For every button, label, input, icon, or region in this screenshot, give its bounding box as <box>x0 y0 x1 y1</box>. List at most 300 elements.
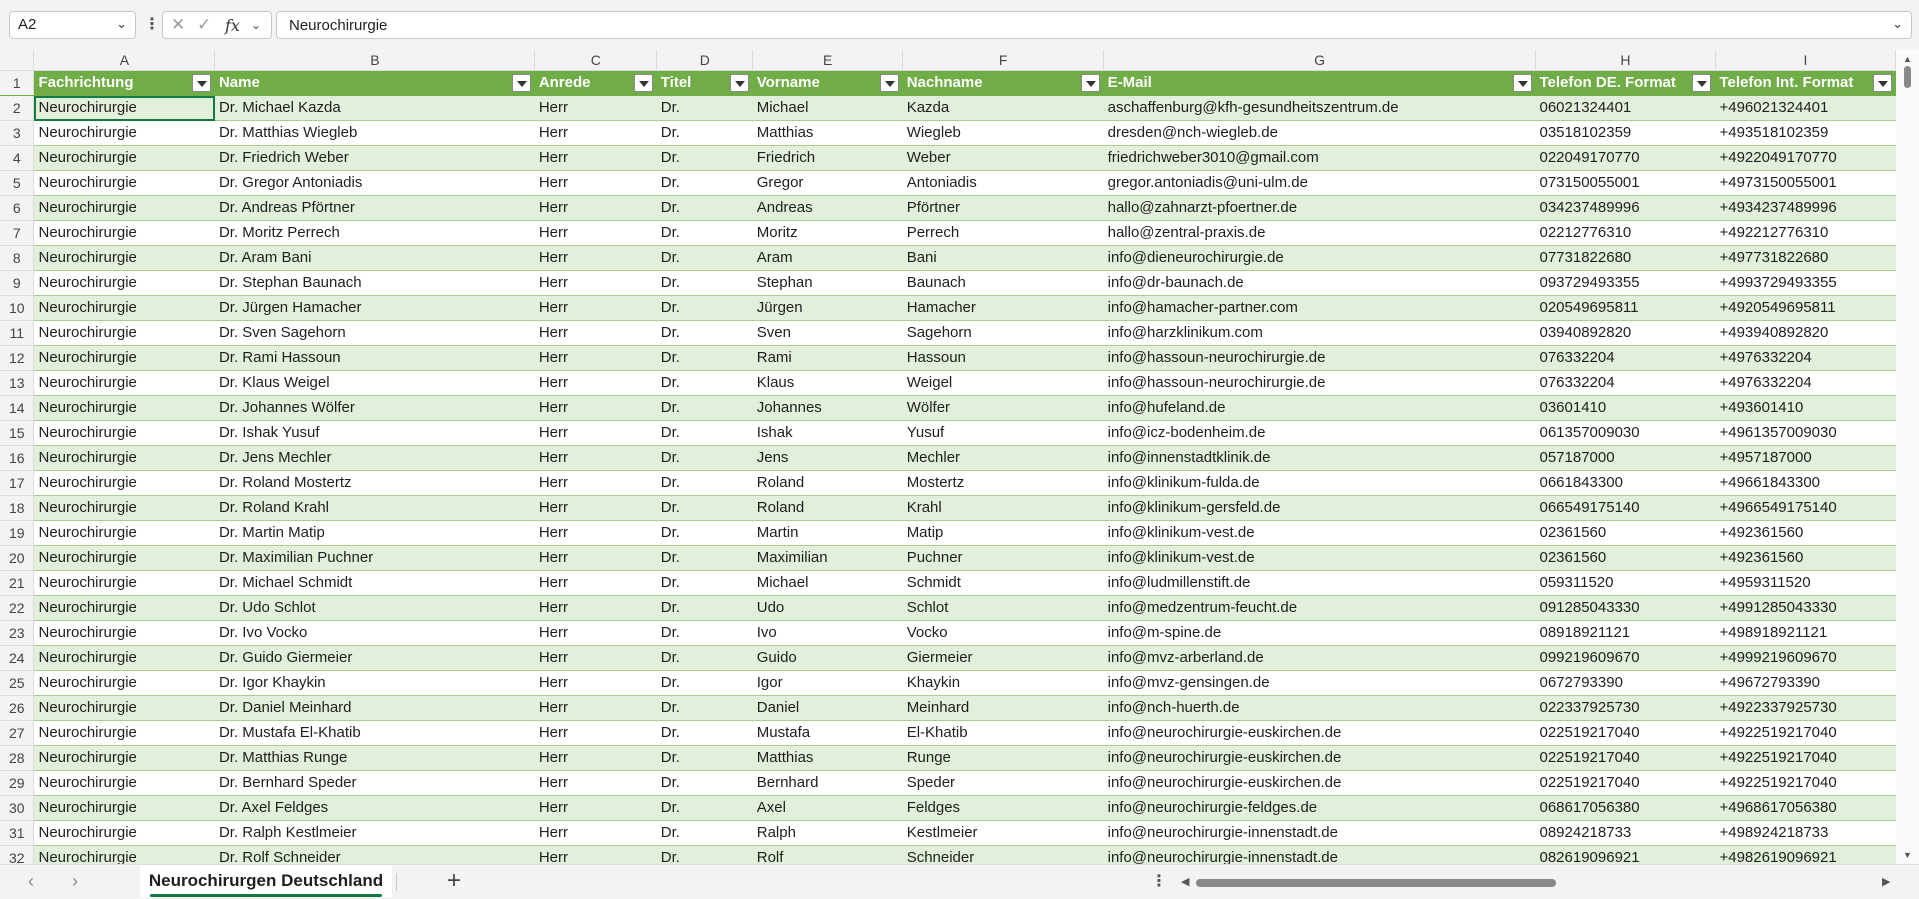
header-cell[interactable] <box>1104 71 1536 96</box>
table-cell[interactable]: Neurochirurgie <box>34 421 215 446</box>
row-number[interactable]: 6 <box>0 196 34 221</box>
table-cell[interactable]: info@hamacher-partner.com <box>1104 296 1536 321</box>
table-cell[interactable]: +4934237489996 <box>1715 196 1895 221</box>
table-cell[interactable]: Guido <box>753 646 903 671</box>
prev-sheet-icon[interactable]: ‹ <box>28 871 34 891</box>
table-cell[interactable]: info@klinikum-vest.de <box>1104 521 1536 546</box>
row-number[interactable]: 7 <box>0 221 34 246</box>
table-cell[interactable]: Dr. Moritz Perrech <box>215 221 535 246</box>
table-cell[interactable]: Dr. <box>657 171 753 196</box>
table-cell[interactable]: Dr. <box>657 346 753 371</box>
table-cell[interactable]: Dr. Mustafa El-Khatib <box>215 721 535 746</box>
table-cell[interactable]: Dr. Johannes Wölfer <box>215 396 535 421</box>
table-cell[interactable]: Dr. Sven Sagehorn <box>215 321 535 346</box>
table-cell[interactable]: info@ludmillenstift.de <box>1104 571 1536 596</box>
row-number[interactable]: 5 <box>0 171 34 196</box>
table-cell[interactable]: Herr <box>535 271 657 296</box>
table-cell[interactable]: Dr. <box>657 221 753 246</box>
table-cell[interactable]: Dr. <box>657 371 753 396</box>
table-cell[interactable]: Herr <box>535 371 657 396</box>
table-cell[interactable]: Neurochirurgie <box>34 346 215 371</box>
table-cell[interactable]: Neurochirurgie <box>34 721 215 746</box>
table-cell[interactable]: Schlot <box>903 596 1104 621</box>
table-cell[interactable]: Pförtner <box>903 196 1104 221</box>
table-cell[interactable]: 099219609670 <box>1536 646 1716 671</box>
table-cell[interactable]: 0661843300 <box>1536 471 1716 496</box>
table-cell[interactable]: Herr <box>535 646 657 671</box>
table-cell[interactable]: Dr. Stephan Baunach <box>215 271 535 296</box>
table-cell[interactable]: Neurochirurgie <box>34 621 215 646</box>
table-cell[interactable]: info@innenstadtklinik.de <box>1104 446 1536 471</box>
table-cell[interactable]: Dr. <box>657 421 753 446</box>
table-cell[interactable]: Dr. Martin Matip <box>215 521 535 546</box>
table-cell[interactable]: 06021324401 <box>1536 96 1716 121</box>
table-cell[interactable]: info@dieneurochirurgie.de <box>1104 246 1536 271</box>
table-cell[interactable]: Neurochirurgie <box>34 321 215 346</box>
table-cell[interactable]: Weber <box>903 146 1104 171</box>
scroll-down-icon[interactable]: ▼ <box>1903 850 1912 860</box>
table-cell[interactable]: Perrech <box>903 221 1104 246</box>
table-cell[interactable]: Puchner <box>903 546 1104 571</box>
vertical-scroll-thumb[interactable] <box>1904 66 1911 88</box>
table-cell[interactable]: Neurochirurgie <box>34 521 215 546</box>
column-header[interactable]: G <box>1104 50 1536 71</box>
table-cell[interactable]: Herr <box>535 396 657 421</box>
table-cell[interactable]: Neurochirurgie <box>34 671 215 696</box>
header-cell[interactable] <box>34 71 215 96</box>
table-cell[interactable]: +4993729493355 <box>1715 271 1895 296</box>
table-cell[interactable]: +4922049170770 <box>1715 146 1895 171</box>
add-sheet-icon[interactable]: + <box>447 867 462 894</box>
table-cell[interactable]: info@neurochirurgie-feldges.de <box>1104 796 1536 821</box>
table-cell[interactable]: Vocko <box>903 621 1104 646</box>
table-cell[interactable]: Stephan <box>753 271 903 296</box>
row-number[interactable]: 18 <box>0 496 34 521</box>
table-cell[interactable]: +4976332204 <box>1715 346 1895 371</box>
table-cell[interactable]: Neurochirurgie <box>34 471 215 496</box>
table-cell[interactable]: aschaffenburg@kfh-gesundheitszentrum.de <box>1104 96 1536 121</box>
table-cell[interactable]: +4922519217040 <box>1715 771 1895 796</box>
table-cell[interactable]: Neurochirurgie <box>34 771 215 796</box>
header-cell[interactable] <box>657 71 753 96</box>
table-cell[interactable]: Matthias <box>753 746 903 771</box>
column-header[interactable]: C <box>535 50 657 71</box>
table-cell[interactable]: Dr. <box>657 796 753 821</box>
filter-dropdown-icon[interactable] <box>1081 74 1100 92</box>
table-cell[interactable]: +4968617056380 <box>1715 796 1895 821</box>
table-cell[interactable]: Weigel <box>903 371 1104 396</box>
column-header[interactable]: D <box>657 50 753 71</box>
table-cell[interactable]: Dr. Axel Feldges <box>215 796 535 821</box>
table-cell[interactable]: Dr. Ivo Vocko <box>215 621 535 646</box>
table-cell[interactable]: +4973150055001 <box>1715 171 1895 196</box>
table-cell[interactable]: Ralph <box>753 821 903 846</box>
row-number[interactable]: 30 <box>0 796 34 821</box>
table-cell[interactable]: Dr. Udo Schlot <box>215 596 535 621</box>
table-cell[interactable]: 02212776310 <box>1536 221 1716 246</box>
select-all-corner[interactable] <box>0 50 34 71</box>
table-cell[interactable]: 022519217040 <box>1536 771 1716 796</box>
table-cell[interactable]: +4922337925730 <box>1715 696 1895 721</box>
header-cell[interactable] <box>753 71 903 96</box>
table-cell[interactable]: Neurochirurgie <box>34 846 215 865</box>
more-options-icon[interactable]: ⋮ <box>1151 873 1167 890</box>
row-number[interactable]: 11 <box>0 321 34 346</box>
row-number[interactable]: 23 <box>0 621 34 646</box>
table-cell[interactable]: Roland <box>753 471 903 496</box>
table-cell[interactable]: Herr <box>535 296 657 321</box>
row-number[interactable]: 19 <box>0 521 34 546</box>
table-cell[interactable]: Dr. <box>657 271 753 296</box>
table-cell[interactable]: Dr. <box>657 146 753 171</box>
table-cell[interactable]: Johannes <box>753 396 903 421</box>
horizontal-scrollbar[interactable] <box>1196 879 1876 887</box>
table-cell[interactable]: Klaus <box>753 371 903 396</box>
header-cell[interactable] <box>1715 71 1895 96</box>
table-cell[interactable]: Dr. Aram Bani <box>215 246 535 271</box>
table-cell[interactable]: Neurochirurgie <box>34 546 215 571</box>
table-cell[interactable]: Dr. <box>657 646 753 671</box>
scroll-right-icon[interactable]: ▶ <box>1882 876 1891 888</box>
table-cell[interactable]: Bani <box>903 246 1104 271</box>
table-cell[interactable]: 02361560 <box>1536 521 1716 546</box>
row-number[interactable]: 15 <box>0 421 34 446</box>
table-cell[interactable]: Dr. Bernhard Speder <box>215 771 535 796</box>
table-cell[interactable]: info@klinikum-vest.de <box>1104 546 1536 571</box>
table-cell[interactable]: Igor <box>753 671 903 696</box>
table-cell[interactable]: 022337925730 <box>1536 696 1716 721</box>
table-cell[interactable]: +49672793390 <box>1715 671 1895 696</box>
table-cell[interactable]: El-Khatib <box>903 721 1104 746</box>
table-cell[interactable]: Dr. <box>657 121 753 146</box>
table-cell[interactable]: +497731822680 <box>1715 246 1895 271</box>
table-cell[interactable]: Dr. Friedrich Weber <box>215 146 535 171</box>
table-cell[interactable]: Herr <box>535 496 657 521</box>
table-cell[interactable]: Dr. <box>657 671 753 696</box>
table-cell[interactable]: Dr. Daniel Meinhard <box>215 696 535 721</box>
sheet-tab[interactable] <box>140 865 392 897</box>
table-cell[interactable]: +4982619096921 <box>1715 846 1895 865</box>
table-cell[interactable]: Neurochirurgie <box>34 371 215 396</box>
table-cell[interactable]: info@neurochirurgie-euskirchen.de <box>1104 771 1536 796</box>
table-cell[interactable]: Dr. Klaus Weigel <box>215 371 535 396</box>
formula-input[interactable] <box>276 11 1912 39</box>
table-cell[interactable]: 08924218733 <box>1536 821 1716 846</box>
table-cell[interactable]: Runge <box>903 746 1104 771</box>
table-cell[interactable]: 03601410 <box>1536 396 1716 421</box>
table-cell[interactable]: Ishak <box>753 421 903 446</box>
table-cell[interactable]: Khaykin <box>903 671 1104 696</box>
horizontal-scroll-thumb[interactable] <box>1196 879 1556 887</box>
table-cell[interactable]: Herr <box>535 796 657 821</box>
table-cell[interactable]: +4961357009030 <box>1715 421 1895 446</box>
table-cell[interactable]: info@hufeland.de <box>1104 396 1536 421</box>
row-number[interactable]: 2 <box>0 96 34 121</box>
table-cell[interactable]: Rami <box>753 346 903 371</box>
table-cell[interactable]: Herr <box>535 196 657 221</box>
row-number[interactable]: 27 <box>0 721 34 746</box>
table-cell[interactable]: Matthias <box>753 121 903 146</box>
table-cell[interactable]: Neurochirurgie <box>34 821 215 846</box>
scroll-up-icon[interactable]: ▲ <box>1903 54 1912 64</box>
header-cell[interactable] <box>1536 71 1716 96</box>
next-sheet-icon[interactable]: › <box>72 871 78 891</box>
more-options-icon[interactable]: ⋮ <box>144 16 160 33</box>
table-cell[interactable]: Dr. Michael Kazda <box>215 96 535 121</box>
table-cell[interactable]: gregor.antoniadis@uni-ulm.de <box>1104 171 1536 196</box>
insert-function-icon[interactable]: fx <box>225 16 240 35</box>
row-number[interactable]: 3 <box>0 121 34 146</box>
table-cell[interactable]: Herr <box>535 821 657 846</box>
filter-dropdown-icon[interactable] <box>730 74 749 92</box>
table-cell[interactable]: 022049170770 <box>1536 146 1716 171</box>
table-cell[interactable]: Speder <box>903 771 1104 796</box>
filter-dropdown-icon[interactable] <box>1692 74 1711 92</box>
table-cell[interactable]: Dr. <box>657 471 753 496</box>
table-cell[interactable]: Aram <box>753 246 903 271</box>
table-cell[interactable]: Dr. Gregor Antoniadis <box>215 171 535 196</box>
table-cell[interactable]: Michael <box>753 571 903 596</box>
table-cell[interactable]: Neurochirurgie <box>34 446 215 471</box>
row-number[interactable]: 26 <box>0 696 34 721</box>
table-cell[interactable]: +493518102359 <box>1715 121 1895 146</box>
table-cell[interactable]: Herr <box>535 721 657 746</box>
table-cell[interactable]: 076332204 <box>1536 346 1716 371</box>
table-cell[interactable]: Herr <box>535 346 657 371</box>
row-number[interactable]: 22 <box>0 596 34 621</box>
table-cell[interactable]: Herr <box>535 471 657 496</box>
table-cell[interactable]: Wölfer <box>903 396 1104 421</box>
table-cell[interactable]: Roland <box>753 496 903 521</box>
table-cell[interactable]: info@dr-baunach.de <box>1104 271 1536 296</box>
chevron-down-icon[interactable]: ⌄ <box>116 16 127 31</box>
table-cell[interactable]: 022519217040 <box>1536 721 1716 746</box>
table-cell[interactable]: Neurochirurgie <box>34 296 215 321</box>
table-cell[interactable]: Dr. Guido Giermeier <box>215 646 535 671</box>
table-cell[interactable]: Neurochirurgie <box>34 246 215 271</box>
table-cell[interactable]: Daniel <box>753 696 903 721</box>
table-cell[interactable]: Neurochirurgie <box>34 121 215 146</box>
header-cell[interactable] <box>215 71 535 96</box>
table-cell[interactable]: Neurochirurgie <box>34 146 215 171</box>
table-cell[interactable]: Antoniadis <box>903 171 1104 196</box>
filter-dropdown-icon[interactable] <box>512 74 531 92</box>
table-cell[interactable]: Krahl <box>903 496 1104 521</box>
table-cell[interactable]: info@neurochirurgie-innenstadt.de <box>1104 846 1536 865</box>
table-cell[interactable]: info@medzentrum-feucht.de <box>1104 596 1536 621</box>
table-cell[interactable]: Meinhard <box>903 696 1104 721</box>
table-cell[interactable]: friedrichweber3010@gmail.com <box>1104 146 1536 171</box>
table-cell[interactable]: Dr. <box>657 846 753 865</box>
table-cell[interactable]: Axel <box>753 796 903 821</box>
table-cell[interactable]: Dr. <box>657 396 753 421</box>
table-cell[interactable]: Dr. Igor Khaykin <box>215 671 535 696</box>
table-cell[interactable]: +492212776310 <box>1715 221 1895 246</box>
table-cell[interactable]: Dr. Rami Hassoun <box>215 346 535 371</box>
table-cell[interactable]: Dr. Andreas Pförtner <box>215 196 535 221</box>
table-cell[interactable]: Neurochirurgie <box>34 596 215 621</box>
table-cell[interactable]: Dr. <box>657 596 753 621</box>
table-cell[interactable]: Neurochirurgie <box>34 496 215 521</box>
expand-formula-icon[interactable]: ⌄ <box>1892 16 1903 31</box>
table-cell[interactable]: info@klinikum-gersfeld.de <box>1104 496 1536 521</box>
header-cell[interactable] <box>535 71 657 96</box>
table-cell[interactable]: Giermeier <box>903 646 1104 671</box>
table-cell[interactable]: Dr. <box>657 296 753 321</box>
table-cell[interactable]: Neurochirurgie <box>34 696 215 721</box>
name-box[interactable] <box>9 11 136 39</box>
filter-dropdown-icon[interactable] <box>1513 74 1532 92</box>
table-cell[interactable]: Dr. Rolf Schneider <box>215 846 535 865</box>
table-cell[interactable]: Herr <box>535 671 657 696</box>
table-cell[interactable]: Yusuf <box>903 421 1104 446</box>
table-cell[interactable]: Maximilian <box>753 546 903 571</box>
table-cell[interactable]: 022519217040 <box>1536 746 1716 771</box>
table-cell[interactable]: 020549695811 <box>1536 296 1716 321</box>
table-cell[interactable]: Dr. <box>657 246 753 271</box>
table-cell[interactable]: Mostertz <box>903 471 1104 496</box>
table-cell[interactable]: Herr <box>535 546 657 571</box>
table-cell[interactable]: 093729493355 <box>1536 271 1716 296</box>
column-header[interactable]: H <box>1536 50 1716 71</box>
table-cell[interactable]: Herr <box>535 121 657 146</box>
table-cell[interactable]: Sagehorn <box>903 321 1104 346</box>
table-cell[interactable]: Hamacher <box>903 296 1104 321</box>
table-cell[interactable]: Dr. Ralph Kestlmeier <box>215 821 535 846</box>
table-cell[interactable]: Dr. <box>657 771 753 796</box>
table-cell[interactable]: Neurochirurgie <box>34 396 215 421</box>
table-cell[interactable]: Herr <box>535 846 657 865</box>
column-header[interactable]: B <box>215 50 535 71</box>
column-header[interactable]: A <box>34 50 215 71</box>
table-cell[interactable]: Schneider <box>903 846 1104 865</box>
table-cell[interactable]: Neurochirurgie <box>34 271 215 296</box>
table-cell[interactable]: info@harzklinikum.com <box>1104 321 1536 346</box>
table-cell[interactable]: Dr. <box>657 721 753 746</box>
filter-dropdown-icon[interactable] <box>634 74 653 92</box>
row-number[interactable]: 12 <box>0 346 34 371</box>
table-cell[interactable]: Neurochirurgie <box>34 796 215 821</box>
column-header[interactable]: I <box>1715 50 1895 71</box>
table-cell[interactable]: info@neurochirurgie-euskirchen.de <box>1104 746 1536 771</box>
table-cell[interactable]: Dr. <box>657 446 753 471</box>
table-cell[interactable]: Wiegleb <box>903 121 1104 146</box>
table-cell[interactable]: Neurochirurgie <box>34 221 215 246</box>
table-cell[interactable]: info@neurochirurgie-euskirchen.de <box>1104 721 1536 746</box>
table-cell[interactable]: +498918921121 <box>1715 621 1895 646</box>
table-cell[interactable]: 03518102359 <box>1536 121 1716 146</box>
table-cell[interactable]: Dr. Maximilian Puchner <box>215 546 535 571</box>
table-cell[interactable]: +492361560 <box>1715 521 1895 546</box>
scroll-left-icon[interactable]: ◀ <box>1181 876 1190 888</box>
table-cell[interactable]: info@m-spine.de <box>1104 621 1536 646</box>
table-cell[interactable]: Mechler <box>903 446 1104 471</box>
table-cell[interactable]: +4976332204 <box>1715 371 1895 396</box>
table-cell[interactable]: Michael <box>753 96 903 121</box>
table-cell[interactable]: dresden@nch-wiegleb.de <box>1104 121 1536 146</box>
table-cell[interactable]: +492361560 <box>1715 546 1895 571</box>
row-number[interactable]: 10 <box>0 296 34 321</box>
table-cell[interactable]: +493940892820 <box>1715 321 1895 346</box>
table-cell[interactable]: Dr. <box>657 621 753 646</box>
table-cell[interactable]: Neurochirurgie <box>34 571 215 596</box>
confirm-icon[interactable]: ✓ <box>197 15 212 34</box>
table-cell[interactable]: info@nch-huerth.de <box>1104 696 1536 721</box>
table-cell[interactable]: Neurochirurgie <box>34 196 215 221</box>
table-cell[interactable]: Dr. <box>657 196 753 221</box>
table-cell[interactable]: Dr. <box>657 746 753 771</box>
row-number[interactable]: 25 <box>0 671 34 696</box>
table-cell[interactable]: info@mvz-arberland.de <box>1104 646 1536 671</box>
filter-dropdown-icon[interactable] <box>880 74 899 92</box>
table-cell[interactable]: Neurochirurgie <box>34 746 215 771</box>
table-cell[interactable]: 034237489996 <box>1536 196 1716 221</box>
table-cell[interactable]: info@klinikum-fulda.de <box>1104 471 1536 496</box>
row-number[interactable]: 4 <box>0 146 34 171</box>
table-cell[interactable]: +498924218733 <box>1715 821 1895 846</box>
table-cell[interactable]: Dr. <box>657 496 753 521</box>
table-cell[interactable]: Schmidt <box>903 571 1104 596</box>
table-cell[interactable]: 059311520 <box>1536 571 1716 596</box>
table-cell[interactable]: Gregor <box>753 171 903 196</box>
cancel-icon[interactable]: ✕ <box>171 15 186 34</box>
row-number[interactable]: 24 <box>0 646 34 671</box>
chevron-down-icon[interactable]: ⌄ <box>251 18 262 32</box>
table-cell[interactable]: Herr <box>535 621 657 646</box>
table-cell[interactable]: Dr. <box>657 696 753 721</box>
table-cell[interactable]: Neurochirurgie <box>34 96 215 121</box>
table-cell[interactable]: Kestlmeier <box>903 821 1104 846</box>
table-cell[interactable]: 02361560 <box>1536 546 1716 571</box>
row-number[interactable]: 21 <box>0 571 34 596</box>
table-cell[interactable]: +4999219609670 <box>1715 646 1895 671</box>
row-number[interactable]: 9 <box>0 271 34 296</box>
table-cell[interactable]: Dr. Ishak Yusuf <box>215 421 535 446</box>
table-cell[interactable]: Herr <box>535 246 657 271</box>
header-cell[interactable] <box>903 71 1104 96</box>
table-cell[interactable]: Matip <box>903 521 1104 546</box>
table-cell[interactable]: Dr. <box>657 821 753 846</box>
table-cell[interactable]: +4922519217040 <box>1715 746 1895 771</box>
column-header[interactable]: E <box>753 50 903 71</box>
table-cell[interactable]: info@neurochirurgie-innenstadt.de <box>1104 821 1536 846</box>
table-cell[interactable]: +493601410 <box>1715 396 1895 421</box>
table-cell[interactable]: Herr <box>535 746 657 771</box>
table-cell[interactable]: Herr <box>535 421 657 446</box>
row-number[interactable]: 20 <box>0 546 34 571</box>
table-cell[interactable]: 073150055001 <box>1536 171 1716 196</box>
table-cell[interactable]: Herr <box>535 696 657 721</box>
table-cell[interactable]: +4966549175140 <box>1715 496 1895 521</box>
table-cell[interactable]: Andreas <box>753 196 903 221</box>
row-number[interactable]: 8 <box>0 246 34 271</box>
table-cell[interactable]: +496021324401 <box>1715 96 1895 121</box>
table-cell[interactable]: +4922519217040 <box>1715 721 1895 746</box>
table-cell[interactable]: Hassoun <box>903 346 1104 371</box>
table-cell[interactable]: 08918921121 <box>1536 621 1716 646</box>
row-number[interactable]: 32 <box>0 846 34 865</box>
table-cell[interactable]: +49661843300 <box>1715 471 1895 496</box>
row-number[interactable]: 28 <box>0 746 34 771</box>
table-cell[interactable]: hallo@zentral-praxis.de <box>1104 221 1536 246</box>
table-cell[interactable]: Neurochirurgie <box>34 171 215 196</box>
table-cell[interactable]: Martin <box>753 521 903 546</box>
table-cell[interactable]: Rolf <box>753 846 903 865</box>
table-cell[interactable]: Herr <box>535 596 657 621</box>
table-cell[interactable]: Baunach <box>903 271 1104 296</box>
table-cell[interactable]: info@icz-bodenheim.de <box>1104 421 1536 446</box>
table-cell[interactable]: Herr <box>535 571 657 596</box>
